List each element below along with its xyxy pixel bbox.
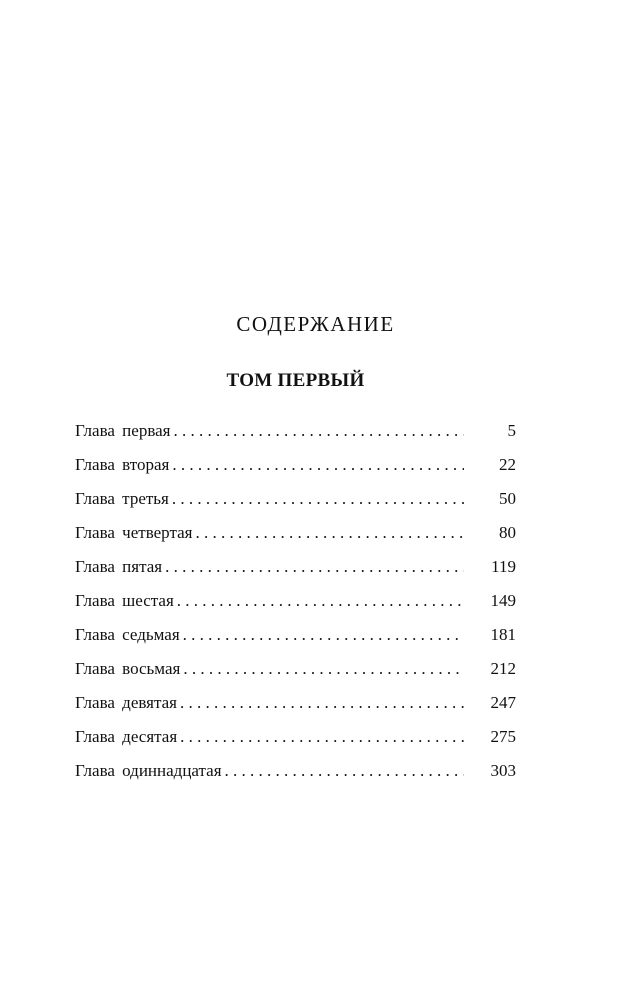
- page-number: 50: [499, 489, 516, 508]
- page-number: 247: [490, 693, 516, 712]
- table-of-contents: [75, 421, 516, 795]
- page-number: 303: [490, 761, 516, 780]
- page-number: 149: [490, 591, 516, 610]
- toc-entry-3: [75, 489, 516, 523]
- toc-entry-5: [75, 557, 516, 591]
- page-number: 119: [491, 557, 516, 576]
- chapter-title: Глава четвертая: [75, 523, 193, 542]
- dot-leader: [174, 591, 464, 611]
- toc-entry-7: [75, 625, 516, 659]
- toc-entry-4: [75, 523, 516, 557]
- page-number: 5: [507, 421, 516, 440]
- dot-leader: [171, 421, 465, 441]
- toc-entry-10: [75, 727, 516, 761]
- dot-leader: [180, 659, 464, 679]
- volume-heading: ТОМ ПЕРВЫЙ: [226, 370, 365, 391]
- toc-entry-2: [75, 455, 516, 489]
- dot-leader: [177, 727, 464, 747]
- dot-leader: [192, 523, 464, 543]
- chapter-title: Глава первая: [75, 421, 171, 440]
- chapter-title: Глава пятая: [75, 557, 163, 576]
- toc-entry-6: [75, 591, 516, 625]
- dot-leader: [162, 557, 464, 577]
- dot-leader: [169, 489, 464, 509]
- page-number: 275: [490, 727, 516, 746]
- dot-leader: [177, 693, 464, 713]
- dot-leader: [180, 625, 464, 645]
- page-number: 212: [490, 659, 516, 678]
- toc-entry-8: [75, 659, 516, 693]
- chapter-title: Глава третья: [75, 489, 169, 508]
- toc-entry-9: [75, 693, 516, 727]
- toc-entry-1: [75, 421, 516, 455]
- contents-heading: СОДЕРЖАНИЕ: [236, 312, 395, 336]
- page-number: 80: [499, 523, 516, 542]
- toc-entry-11: [75, 761, 516, 795]
- dot-leader: [169, 455, 464, 475]
- dot-leader: [222, 761, 464, 781]
- page-number: 181: [490, 625, 516, 644]
- chapter-title: Глава девятая: [75, 693, 177, 712]
- chapter-title: Глава седьмая: [75, 625, 180, 644]
- chapter-title: Глава восьмая: [75, 659, 181, 678]
- chapter-title: Глава десятая: [75, 727, 178, 746]
- chapter-title: Глава шестая: [75, 591, 174, 610]
- chapter-title: Глава вторая: [75, 455, 170, 474]
- chapter-title: Глава одиннадцатая: [75, 761, 222, 780]
- page-number: 22: [499, 455, 516, 474]
